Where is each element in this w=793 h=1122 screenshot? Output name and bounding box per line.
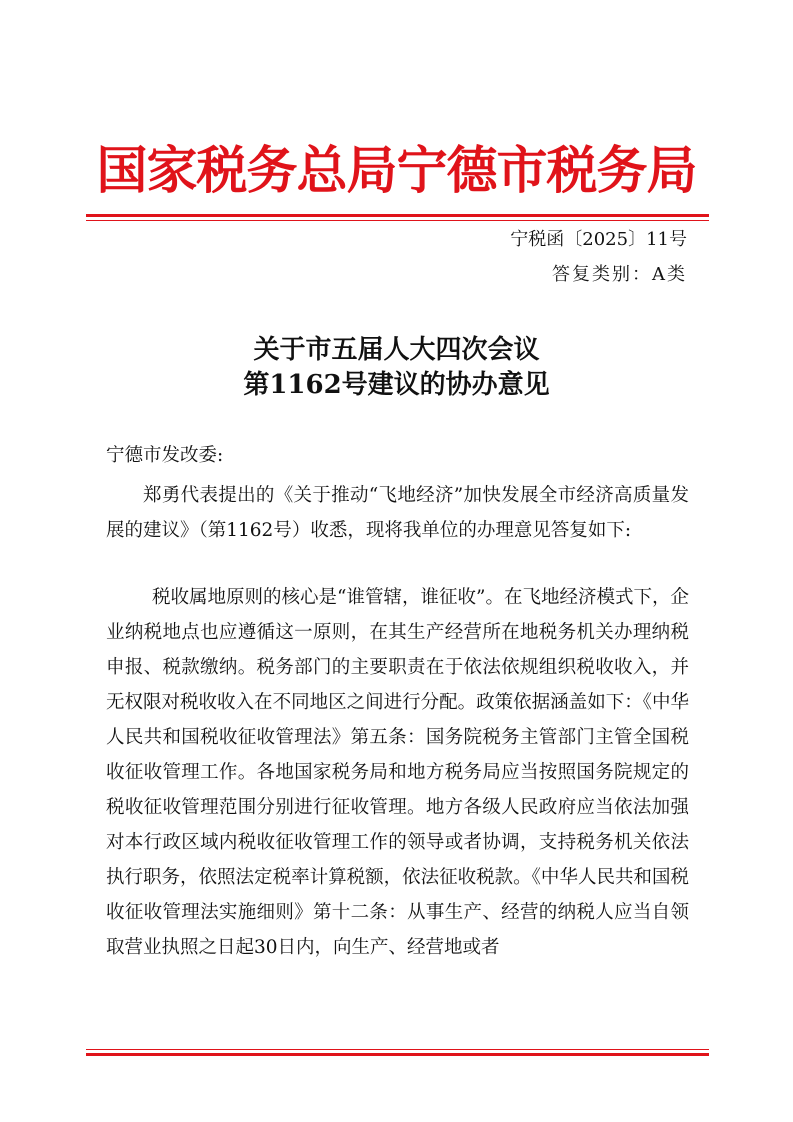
- reply-category: 答复类别：A类: [552, 264, 687, 285]
- salutation: 宁德市发改委:: [106, 445, 224, 466]
- document-title-line-2: 第1162号建议的协办意见: [243, 370, 550, 400]
- issuer-letterhead: 国家税务总局宁德市税务局: [96, 142, 697, 201]
- letterhead-rule-thin: [86, 220, 709, 221]
- body-paragraph-2: 税收属地原则的核心是“谁管辖，谁征收”。在飞地经济模式下，企业纳税地点也应遵循这一原则，在其生产经营所在地税务机关办理纳税申报、税款缴纳。税务部门的主要职责在于依法依规组织税收收入，并无权限对税收收入在不同地区之间进行分配。政策依据涵盖如下：《中华人民共和国税收征收管理法》第五条：国务院税务主管部门主管全国税收征收管理工作。各地国家税务局和地方税务局应当按照国务院规定的税收征收管理范围分别进行征收管理。地方各级人民政府应当依法加强对本行政区域内税收征收管理工作的领导或者协调，支持税务机关依法执行职务，依照法定税率计算税额，依法征收税款。《中华人民共和国税收征收管理法实施细则》第十二条：从事生产、经营的纳税人应当自领取营业执照之日起30日内，向生产、经营地或者: [106, 587, 689, 958]
- footer-rule-thin: [86, 1049, 709, 1050]
- footer-rule-thick: [86, 1053, 709, 1056]
- document-number: 宁税函〔2025〕11号: [510, 229, 687, 250]
- document-title-line-1: 关于市五届人大四次会议: [253, 335, 540, 365]
- letterhead-rule-thick: [86, 214, 709, 217]
- body-paragraph-1: 郑勇代表提出的《关于推动“飞地经济”加快发展全市经济高质量发展的建议》（第1162号）收悉，现将我单位的办理意见答复如下:: [106, 485, 689, 541]
